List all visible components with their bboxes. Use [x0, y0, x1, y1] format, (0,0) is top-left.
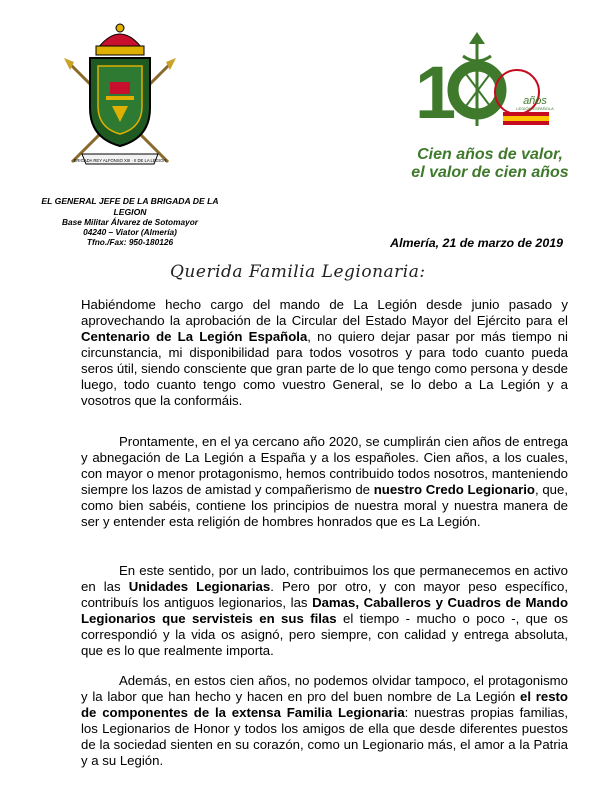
paragraph-3-bold-1: Unidades Legionarias [128, 579, 271, 594]
sender-phone: Tfno./Fax: 950-180126 [86, 237, 174, 247]
paragraph-4-text-c: : nuestras propias familias, los Legionarios de Honor y todos los amigos de ella que desde diferentes puestos de la sociedad sienten en su corazón, como un Legionario más, el amor a la Patria y a su Legión. [81, 705, 568, 768]
sender-address: 04240 – Viator (Almería) [83, 227, 177, 237]
paragraph-1 [81, 297, 568, 409]
paragraph-2-text-c: , que, como bien sabéis, contiene los principios de nuestra moral y nuestra manera de ser y entender esta religión de hombres honrados que es La Legión. [81, 482, 568, 529]
paragraph-3-text-c: . Pero por otro, y con mayor peso específico, contribuís los antiguos legionarios, las [81, 579, 568, 610]
paragraph-2-bold: nuestro Credo Legionario [373, 482, 535, 497]
paragraph-3-text-a: En este sentido, por un lado, contribuimos los que permanecemos en activo en las [81, 563, 568, 594]
paragraph-3-text-e: el tiempo - mucho o poco -, que os correspondió y la vida os asignó, pero siempre, con calidad y entrega absoluta, que es lo que realmente importa. [81, 611, 568, 658]
paragraph-1-text-c: , no quiero dejar pasar por más tiempo ni circunstancia, mi disponibilidad para todos vosotros y para todo cuanto pueda seros útil, siendo consciente que gran parte de lo que tengo como persona y desde luego, todo cuanto tengo como vuestro General, se lo debo a La Legión y a vosotros que la conformáis. [81, 329, 568, 408]
slogan-line-2: el valor de cien años [411, 164, 569, 181]
paragraph-2 [81, 434, 568, 530]
centenary-subtext: LEGIÓN ESPAÑOLA [516, 106, 554, 111]
place-date: Almería, 21 de marzo de 2019 [390, 236, 563, 250]
paragraph-2-text-a: Prontamente, en el ya cercano año 2020, se cumplirán cien años de entrega y abnegación de La Legión a España y a los españoles. Cien años, a los cuales, con mayor o menor protagonismo, hemos contribuido todos nosotros, manteniendo siempre los lazos de amistad y compañerismo de [81, 434, 568, 497]
brigade-crest-emblem [60, 22, 180, 172]
centenary-anos-text: años [523, 95, 547, 107]
centenary-logo [415, 30, 565, 140]
paragraph-4-bold: el resto de componentes de la extensa Familia Legionaria [81, 689, 568, 720]
paragraph-4-text-a: Además, en estos cien años, no podemos olvidar tampoco, el protagonismo y la labor que han hecho y hacen en pro del buen nombre de La Legión [81, 673, 568, 704]
centenary-number: 1 [415, 51, 457, 134]
paragraph-3-bold-2: Damas, Caballeros y Cuadros de Mando Legionarios que servisteis en sus filas [81, 595, 569, 626]
crest-ribbon-text: BRIGADA REY ALFONSO XIII · II DE LA LEGIÓN [73, 158, 167, 163]
paragraph-1-text-a: Habiéndome hecho cargo del mando de La Legión desde junio pasado y aprovechando la aprobación de la Circular del Estado Mayor del Ejército para el [81, 297, 568, 328]
handwritten-salutation: Querida Familia Legionaria: [170, 262, 426, 282]
slogan-line-1: Cien años de valor, [417, 146, 563, 163]
paragraph-1-bold: Centenario de La Legión Española [81, 329, 308, 344]
sender-title: EL GENERAL JEFE DE LA BRIGADA DE LA LEGION [41, 196, 219, 217]
paragraph-4 [81, 673, 568, 769]
sender-base: Base Militar Álvarez de Sotomayor [61, 217, 199, 227]
paragraph-3 [81, 563, 568, 659]
